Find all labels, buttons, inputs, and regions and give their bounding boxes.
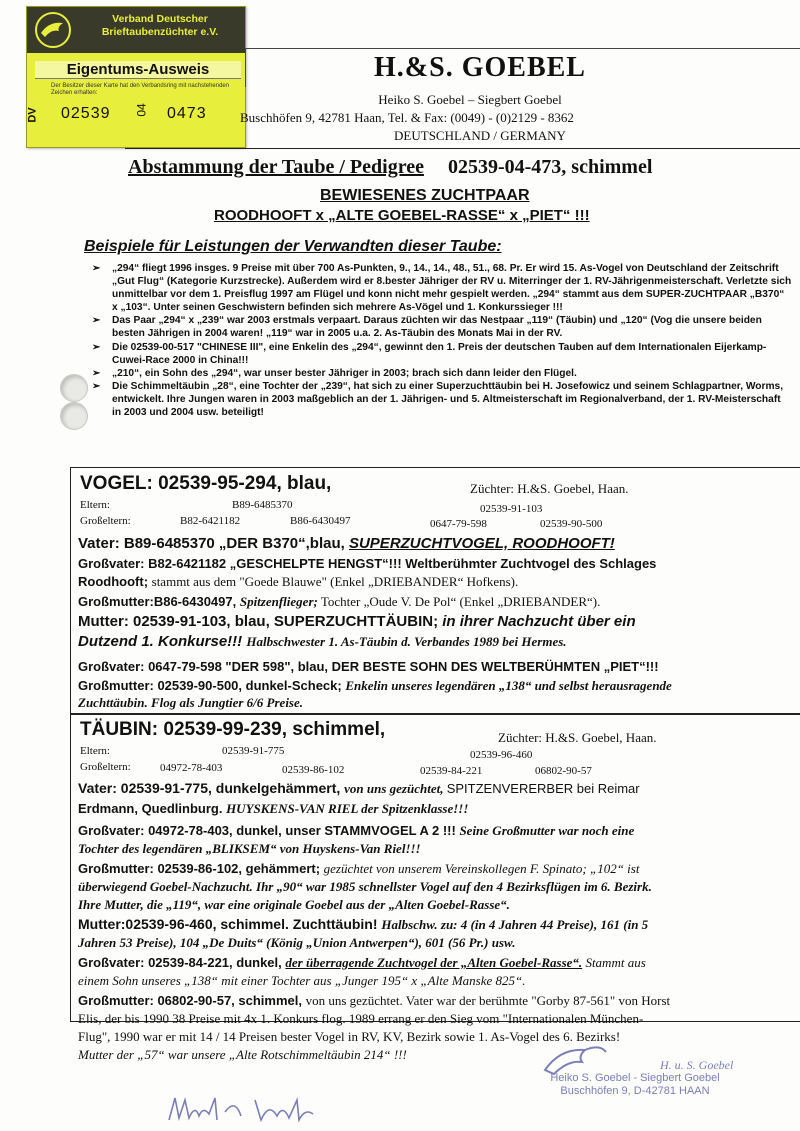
pedigree-subtitle1: BEWIESENES ZUCHTPAAR: [320, 187, 530, 204]
vogel-gm2-line: [78, 677, 793, 694]
example-text-2: Das Paar „294“ x „239“ war 2003 erstmals verpaart. Daraus züchten wir das Nestpaar „119“ (Täubin) und „120“ (Vog die unsere beiden besten Jährigen in 2004 waren! „119“ war in 2005 u.a. 2. As-Täubin des Monats Mai in der RV.: [112, 315, 762, 340]
taeubin-gm2-line3: [78, 1028, 793, 1045]
taeubin-gm2-gorby: Elis, der bis 1990 38 Preise mit 4x 1. Konkurs flog. 1989 errang er den Sieg vom "Internationalen München-: [78, 1011, 644, 1026]
taeubin-gm1-line3: [78, 896, 793, 913]
punch-hole: [60, 402, 88, 430]
vogel-vater-highlight: SUPERZUCHTVOGEL, ROODHOOFT!: [348, 535, 615, 552]
taeubin-gm1-ring: Großmutter: 02539-86-102, gehämmert;: [78, 861, 324, 876]
vogel-gm1-quality: Spitzenflieger;: [239, 594, 318, 609]
header-title: H.&S. GOEBEL: [374, 52, 586, 83]
vogel-mutter-sister: Halbschwester 1. As-Täubin d. Verbandes 1989 bei Hermes.: [246, 634, 567, 649]
header-names: Heiko S. Goebel – Siegbert Goebel: [378, 92, 562, 107]
taeubin-mutter-line2: [78, 934, 793, 951]
vogel-gv1-roodhooft: Roodhooft;: [78, 574, 152, 589]
taeubin-gm1-line2: [78, 878, 793, 895]
sticker-year: 04: [134, 103, 149, 117]
sticker-number1: 02539: [61, 105, 111, 122]
list-item: [92, 367, 792, 380]
taeubin-gv2-origin: Stammt aus: [582, 955, 646, 970]
sticker-org-line1: Verband Deutscher: [112, 13, 208, 25]
ownership-sticker: [26, 6, 246, 148]
taeubin-gv2-line2: [78, 972, 793, 989]
taeubin-gm2-bred: von uns gezüchtet. Vater war der berühmte "Gorby 87-561" von Horst: [305, 993, 671, 1008]
list-item: [92, 380, 792, 419]
list-item: [92, 262, 792, 314]
taeubin-gv1-bliksem: Tochter des legendären „BLIKSEM“ von Huyskens-Van Riel!!!: [78, 841, 421, 856]
stamp-names: Heiko S. Goebel - Siegbert Goebel: [550, 1072, 720, 1084]
arrow-bullet-icon: ➢: [92, 263, 101, 274]
example-text-4: „210“, ein Sohn des „294“, war unser bester Jähriger in 2003; brach sich dann leider den Flügel.: [112, 367, 577, 379]
vogel-gm2-ring: Großmutter: 02539-90-500, dunkel-Scheck;: [78, 678, 346, 693]
vogel-gv1-line2: [78, 573, 793, 590]
vogel-vater-text: Vater: B89-6485370 „DER B370“,blau,: [78, 535, 349, 552]
taeubin-gv1-note: Seine Großmutter war noch eine: [459, 823, 635, 838]
example-text-1: „294“ fliegt 1996 insges. 9 Preise mit über 700 As-Punkten, 9., 14., 14., 48., 51., 68. Pr. Er wird 15. As-Vogel von Deutschland der Zeitschrift „Gut Flug“ (Kategorie Kurzstrecke). Außerdem wird er 8.bester Jähriger der RV u. Miterringer der 1. RV-Jährigenmeisterschaft. Verletzte sich unmittelbar vor dem 1. Preisflug 1997 am Flügel und konn nicht mehr gespielt werden. „294“ stammt aus dem SUPER-ZUCHTPAAR „B370“ x „103“. Unter seinen Geschwistern befinden sich mehrere As-Vögel und 1. Konkurssieger !!!: [112, 263, 792, 314]
vogel-gv1-text: Großvater: B82-6421182 „GESCHELPTE HENGST“!!! Weltberühmter Zuchtvogel des Schlages: [78, 556, 657, 571]
taeubin-gv2-lineage: einem Sohn unseres „138“ mit einer Tochter aus „Junger 195“ x „Alte Manske 825“.: [78, 973, 526, 988]
taeubin-breeder: Züchter: H.&S. Goebel, Haan.: [498, 730, 657, 745]
header-address: Buschhöfen 9, 42781 Haan, Tel. & Fax: (0049) - (0)2129 - 8362: [240, 110, 574, 125]
taeubin-gp-3: 02539-84-221: [420, 765, 483, 777]
vogel-gv1-origin: stammt aus dem "Goede Blauwe" (Enkel „DRIEBANDER“ Hofkens).: [151, 574, 519, 589]
taeubin-vater-class: HUYSKENS-VAN RIEL der Spitzenklasse!!!: [226, 801, 469, 816]
vogel-gv2-text: Großvater: 0647-79-598 "DER 598", blau, DER BESTE SOHN DES WELTBERÜHMTEN „PIET“!!!: [78, 659, 659, 674]
taeubin-vater-line: [78, 780, 793, 797]
taeubin-gm1-line: [78, 860, 793, 877]
taeubin-gv1-line2: [78, 840, 793, 857]
example-text-3: Die 02539-00-517 "CHINESE III", eine Enkelin des „294“, gewinnt den 1. Preis der deutschen Tauben auf dem Internationalen Eijerkamp-Cuwei-Race 2000 in China!!!: [112, 341, 767, 366]
stamp-address: Buschhöfen 9, D-42781 HAAN: [560, 1085, 710, 1097]
sticker-title: Eigentums-Ausweis: [35, 61, 241, 79]
vogel-gm1-origin: Tochter „Oude V. De Pol“ (Enkel „DRIEBANDER“).: [317, 594, 601, 609]
pedigree-ring: 02539-04-473, schimmel: [447, 156, 653, 178]
examples-list: [92, 262, 792, 419]
sticker-header: [27, 7, 245, 53]
taeubin-gv2-line: [78, 954, 793, 971]
vogel-mutter-text: Mutter: 02539-91-103, blau, SUPERZUCHTTÄUBIN;: [78, 613, 443, 630]
vogel-gm2-line2: [78, 694, 793, 711]
taeubin-mutter-line: [78, 916, 793, 933]
vogel-gv2-line: [78, 658, 793, 675]
arrow-bullet-icon: ➢: [92, 341, 101, 353]
stamp-brand: H. u. S. Goebel: [660, 1058, 734, 1072]
pedigree-heading: [128, 156, 652, 179]
list-item: [92, 314, 792, 340]
taeubin-gp-1: 04972-78-403: [160, 762, 223, 774]
taeubin-gm2-mother: Mutter der „57“ war unsere „Alte Rotschimmeltäubin 214“ !!!: [78, 1047, 407, 1062]
taeubin-vater-bred: von uns gezüchtet,: [344, 781, 447, 796]
taeubin-gv1-line: [78, 822, 793, 839]
taeubin-vater-claim: SPITZENVERERBER bei Reimar: [446, 781, 640, 796]
vogel-mutter-dozen: Dutzend 1. Konkurse!!!: [78, 633, 247, 650]
vogel-breeder: Züchter: H.&S. Goebel, Haan.: [470, 481, 629, 496]
vogel-grosseltern-label: Großeltern:: [80, 515, 131, 527]
arrow-bullet-icon: ➢: [92, 367, 101, 379]
vogel-mutter-claim: in ihrer Nachzucht über ein: [442, 613, 636, 630]
list-item: [92, 341, 792, 367]
taeubin-gv2-ring: Großvater: 02539-84-221, dunkel,: [78, 955, 286, 970]
vogel-mutter-line: [78, 613, 793, 630]
taeubin-vater-owner: Erdmann, Quedlinburg.: [78, 801, 227, 816]
taeubin-vater-line2: [78, 800, 793, 817]
taeubin-gm2-line: [78, 992, 793, 1009]
taeubin-father-ring: 02539-91-775: [222, 745, 285, 757]
sticker-prefix: DV: [26, 107, 39, 123]
taeubin-gm2-line2: [78, 1010, 793, 1027]
vogel-gp-1: B82-6421182: [180, 515, 241, 527]
taeubin-eltern-label: Eltern:: [80, 745, 110, 757]
taeubin-gm1-bred: gezüchtet von unserem Vereinskollegen F. Spinato; „102“ ist: [323, 861, 640, 876]
arrow-bullet-icon: ➢: [92, 380, 101, 392]
stamp: [530, 1072, 740, 1098]
taeubin-gv2-claim: der überragende Zuchtvogel der „Alten Goebel-Rasse“.: [285, 955, 583, 970]
vogel-title: VOGEL: 02539-95-294, blau,: [80, 473, 332, 494]
vogel-gv1-line: [78, 555, 793, 572]
punch-hole: [60, 374, 88, 402]
pedigree-subtitle2: ROODHOOFT x „ALTE GOEBEL-RASSE“ x „PIET“ !!!: [214, 207, 590, 224]
vogel-gm2-claim: Enkelin unseres legendären „138“ und selbst herausragende: [345, 678, 672, 693]
taeubin-grosseltern-label: Großeltern:: [80, 761, 131, 773]
examples-heading: Beispiele für Leistungen der Verwandten dieser Taube:: [84, 238, 502, 255]
vogel-vater-line: [78, 535, 793, 552]
sticker-note: Der Besitzer dieser Karte hat den Verbandsring mit nachstehenden Zeichen erhalten:: [51, 83, 230, 96]
taeubin-gm2-1990: Flug", 1990 war er mit 14 / 14 Preisen bester Vogel in RV, KV, Bezirk sowie 1. As-Vogel des 6. Bezirks!: [78, 1029, 621, 1044]
sticker-org: [79, 13, 241, 39]
taeubin-gp-4: 06802-90-57: [535, 765, 592, 777]
taeubin-vater-ring: Vater: 02539-91-775, dunkelgehämmert,: [78, 780, 345, 796]
sticker-org-line2: Brieftaubenzüchter e.V.: [101, 26, 219, 38]
pedigree-label: Abstammung der Taube / Pedigree: [128, 156, 424, 178]
vogel-gm1-line: [78, 593, 793, 610]
vogel-gp-3: 0647-79-598: [430, 518, 487, 530]
signature: [165, 1092, 365, 1128]
taeubin-title: TÄUBIN: 02539-99-239, schimmel,: [80, 719, 386, 740]
taeubin-gm2-ring: Großmutter: 06802-90-57, schimmel,: [78, 993, 306, 1008]
vogel-gp-4: 02539-90-500: [540, 518, 603, 530]
taeubin-gm1-mother: Ihre Mutter, die „119“, war eine originale Goebel aus der „Alten Goebel-Rasse“.: [78, 897, 510, 912]
taeubin-mutter-siblings: Halbschw. zu: 4 (in 4 Jahren 44 Preise), 161 (in 5: [381, 917, 649, 932]
taeubin-mutter-siblings2: Jahren 53 Preise), 104 „De Duits“ (König „Union Antwerpen“), 601 (56 Pr.) usw.: [78, 935, 516, 950]
vogel-mutter-line2: [78, 633, 793, 650]
vogel-gp-2: B86-6430497: [290, 515, 351, 527]
vogel-mother-ring: 02539-91-103: [480, 503, 543, 515]
header-divider: [125, 148, 800, 149]
sticker-number2: 0473: [167, 105, 207, 122]
taeubin-gm1-offspring: überwiegend Goebel-Nachzucht. Ihr „90“ war 1985 schnellster Vogel auf den 4 Bezirksflügen im 6. Bezirk.: [78, 879, 652, 894]
header-country: DEUTSCHLAND / GERMANY: [394, 128, 566, 143]
vogel-gm1-ring: Großmutter:B86-6430497,: [78, 594, 240, 609]
vogel-eltern-label: Eltern:: [80, 499, 110, 511]
arrow-bullet-icon: ➢: [92, 315, 101, 327]
pigeon-logo-icon: [33, 11, 73, 49]
example-text-5: Die Schimmeltäubin „28“, eine Tochter der „239“, hat sich zu einer Superzuchttäubin bei H. Josefowicz und seinem Schlagpartner, Worms, entwickelt. Ihre Jungen waren in 2003 maßgeblich an der 1. Jährigen- und 5. Altmeisterschaft im Regionalverband, der 1. RV-Meisterschaft in 2003 und 2004 usw. beteiligt!: [112, 380, 784, 419]
taeubin-gp-2: 02539-86-102: [282, 764, 345, 776]
taeubin-gv1-ring: Großvater: 04972-78-403, dunkel, unser STAMMVOGEL A 2 !!!: [78, 823, 460, 838]
taeubin-mother-ring: 02539-96-460: [470, 749, 533, 761]
vogel-gm2-flight: Zuchttäubin. Flog als Jungtier 6/6 Preise.: [78, 695, 304, 710]
vogel-father-ring: B89-6485370: [232, 499, 293, 511]
taeubin-mutter-ring: Mutter:02539-96-460, schimmel. Zuchttäubin!: [78, 916, 382, 932]
